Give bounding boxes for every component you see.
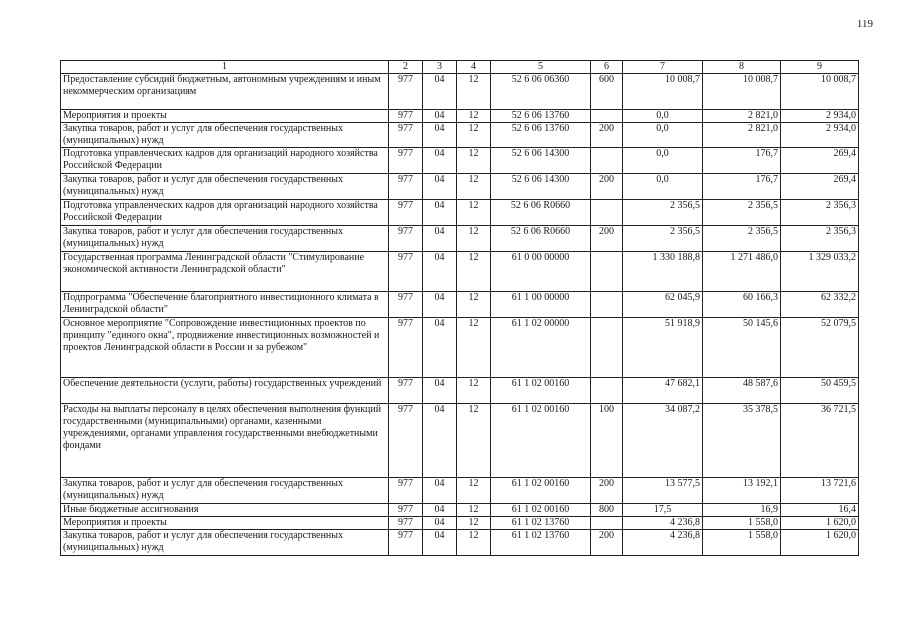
table-row xyxy=(61,404,859,478)
cell-amount-1: 17,5 xyxy=(623,504,703,517)
cell-amount-3: 269,4 xyxy=(781,174,859,200)
cell-amount-2: 1 558,0 xyxy=(703,530,781,556)
cell-amount-3: 1 620,0 xyxy=(781,517,859,530)
cell-amount-3: 2 934,0 xyxy=(781,123,859,148)
cell-ved: 977 xyxy=(389,318,423,378)
cell-section: 04 xyxy=(423,292,457,318)
cell-subsection: 12 xyxy=(457,252,491,292)
cell-section: 04 xyxy=(423,200,457,226)
row-name: Закупка товаров, работ и услуг для обеспечения государственных (муниципальных) нужд xyxy=(61,478,389,504)
row-name: Мероприятия и проекты xyxy=(61,517,389,530)
cell-ved: 977 xyxy=(389,226,423,252)
table-row xyxy=(61,110,859,123)
header-cell: 2 xyxy=(389,61,423,74)
cell-section: 04 xyxy=(423,504,457,517)
cell-type xyxy=(591,292,623,318)
cell-section: 04 xyxy=(423,174,457,200)
cell-subsection: 12 xyxy=(457,378,491,404)
cell-subsection: 12 xyxy=(457,74,491,110)
cell-type: 200 xyxy=(591,530,623,556)
cell-subsection: 12 xyxy=(457,517,491,530)
cell-type: 200 xyxy=(591,226,623,252)
cell-amount-2: 60 166,3 xyxy=(703,292,781,318)
cell-target: 52 6 06 13760 xyxy=(491,123,591,148)
cell-amount-1: 62 045,9 xyxy=(623,292,703,318)
cell-amount-2: 13 192,1 xyxy=(703,478,781,504)
row-name: Закупка товаров, работ и услуг для обеспечения государственных (муниципальных) нужд xyxy=(61,530,389,556)
cell-amount-3: 62 332,2 xyxy=(781,292,859,318)
cell-target: 61 1 02 00000 xyxy=(491,318,591,378)
cell-subsection: 12 xyxy=(457,200,491,226)
cell-amount-1: 51 918,9 xyxy=(623,318,703,378)
row-name: Государственная программа Ленинградской области "Стимулирование экономической активности Ленинградской области" xyxy=(61,252,389,292)
cell-amount-1: 47 682,1 xyxy=(623,378,703,404)
cell-target: 61 1 00 00000 xyxy=(491,292,591,318)
table-row xyxy=(61,200,859,226)
cell-section: 04 xyxy=(423,517,457,530)
cell-type: 800 xyxy=(591,504,623,517)
cell-amount-3: 2 356,3 xyxy=(781,226,859,252)
cell-section: 04 xyxy=(423,123,457,148)
cell-amount-1: 2 356,5 xyxy=(623,226,703,252)
cell-target: 61 1 02 13760 xyxy=(491,517,591,530)
cell-section: 04 xyxy=(423,226,457,252)
cell-type xyxy=(591,148,623,174)
table-row xyxy=(61,74,859,110)
cell-subsection: 12 xyxy=(457,174,491,200)
cell-amount-1: 4 236,8 xyxy=(623,530,703,556)
cell-amount-1: 10 008,7 xyxy=(623,74,703,110)
cell-type: 600 xyxy=(591,74,623,110)
cell-amount-3: 1 620,0 xyxy=(781,530,859,556)
cell-type xyxy=(591,110,623,123)
cell-target: 52 6 06 14300 xyxy=(491,174,591,200)
table-header-row xyxy=(61,61,859,74)
cell-section: 04 xyxy=(423,478,457,504)
cell-amount-3: 2 934,0 xyxy=(781,110,859,123)
table-row xyxy=(61,378,859,404)
cell-target: 52 6 06 14300 xyxy=(491,148,591,174)
cell-type xyxy=(591,318,623,378)
cell-type: 100 xyxy=(591,404,623,478)
cell-type: 200 xyxy=(591,174,623,200)
cell-subsection: 12 xyxy=(457,226,491,252)
cell-section: 04 xyxy=(423,110,457,123)
cell-target: 61 1 02 00160 xyxy=(491,378,591,404)
row-name: Основное мероприятие "Сопровождение инвестиционных проектов по принципу "единого окна", продвижение инвестиционных возможностей и проектов Ленинградской области в России и за рубежом" xyxy=(61,318,389,378)
table-row xyxy=(61,226,859,252)
row-name: Закупка товаров, работ и услуг для обеспечения государственных (муниципальных) нужд xyxy=(61,123,389,148)
table-row xyxy=(61,252,859,292)
cell-section: 04 xyxy=(423,404,457,478)
row-name: Обеспечение деятельности (услуги, работы) государственных учреждений xyxy=(61,378,389,404)
cell-amount-1: 4 236,8 xyxy=(623,517,703,530)
cell-subsection: 12 xyxy=(457,478,491,504)
cell-amount-3: 1 329 033,2 xyxy=(781,252,859,292)
cell-type xyxy=(591,517,623,530)
header-cell: 1 xyxy=(61,61,389,74)
table-row xyxy=(61,318,859,378)
cell-amount-3: 2 356,3 xyxy=(781,200,859,226)
cell-target: 52 6 06 R0660 xyxy=(491,226,591,252)
cell-amount-3: 13 721,6 xyxy=(781,478,859,504)
cell-amount-1: 34 087,2 xyxy=(623,404,703,478)
row-name: Мероприятия и проекты xyxy=(61,110,389,123)
row-name: Расходы на выплаты персоналу в целях обеспечения выполнения функций государственными (муниципальными) органами, казенными учреждениями, органами управления государственными внебюджетными фондами xyxy=(61,404,389,478)
cell-subsection: 12 xyxy=(457,110,491,123)
cell-subsection: 12 xyxy=(457,292,491,318)
row-name: Подпрограмма "Обеспечение благоприятного инвестиционного климата в Ленинградской области" xyxy=(61,292,389,318)
cell-amount-2: 10 008,7 xyxy=(703,74,781,110)
cell-amount-1: 13 577,5 xyxy=(623,478,703,504)
cell-amount-1: 0,0 xyxy=(623,110,703,123)
cell-amount-1: 1 330 188,8 xyxy=(623,252,703,292)
cell-ved: 977 xyxy=(389,517,423,530)
cell-subsection: 12 xyxy=(457,318,491,378)
header-cell: 4 xyxy=(457,61,491,74)
cell-amount-2: 2 356,5 xyxy=(703,226,781,252)
cell-section: 04 xyxy=(423,148,457,174)
cell-amount-2: 176,7 xyxy=(703,174,781,200)
table-row xyxy=(61,174,859,200)
cell-amount-2: 48 587,6 xyxy=(703,378,781,404)
cell-target: 61 1 02 00160 xyxy=(491,404,591,478)
cell-type xyxy=(591,200,623,226)
row-name: Подготовка управленческих кадров для организаций народного хозяйства Российской Федерации xyxy=(61,200,389,226)
table-row xyxy=(61,478,859,504)
cell-amount-2: 2 356,5 xyxy=(703,200,781,226)
cell-ved: 977 xyxy=(389,74,423,110)
cell-amount-2: 2 821,0 xyxy=(703,110,781,123)
cell-target: 61 1 02 00160 xyxy=(491,478,591,504)
row-name: Закупка товаров, работ и услуг для обеспечения государственных (муниципальных) нужд xyxy=(61,226,389,252)
cell-target: 52 6 06 13760 xyxy=(491,110,591,123)
cell-amount-1: 0,0 xyxy=(623,174,703,200)
cell-subsection: 12 xyxy=(457,148,491,174)
cell-target: 52 6 06 06360 xyxy=(491,74,591,110)
cell-amount-1: 0,0 xyxy=(623,123,703,148)
cell-target: 52 6 06 R0660 xyxy=(491,200,591,226)
cell-subsection: 12 xyxy=(457,504,491,517)
table-row xyxy=(61,517,859,530)
table-row xyxy=(61,148,859,174)
cell-amount-2: 16,9 xyxy=(703,504,781,517)
header-cell: 6 xyxy=(591,61,623,74)
cell-amount-2: 50 145,6 xyxy=(703,318,781,378)
cell-section: 04 xyxy=(423,318,457,378)
cell-type: 200 xyxy=(591,123,623,148)
budget-table xyxy=(60,60,859,556)
cell-ved: 977 xyxy=(389,252,423,292)
table-row xyxy=(61,292,859,318)
row-name: Подготовка управленческих кадров для организаций народного хозяйства Российской Федерации xyxy=(61,148,389,174)
header-cell: 5 xyxy=(491,61,591,74)
row-name: Иные бюджетные ассигнования xyxy=(61,504,389,517)
header-cell: 7 xyxy=(623,61,703,74)
cell-amount-2: 1 558,0 xyxy=(703,517,781,530)
row-name: Предоставление субсидий бюджетным, автономным учреждениям и иным некоммерческим организациям xyxy=(61,74,389,110)
cell-ved: 977 xyxy=(389,110,423,123)
cell-amount-3: 36 721,5 xyxy=(781,404,859,478)
cell-section: 04 xyxy=(423,74,457,110)
cell-subsection: 12 xyxy=(457,123,491,148)
cell-subsection: 12 xyxy=(457,404,491,478)
cell-ved: 977 xyxy=(389,123,423,148)
table-row xyxy=(61,504,859,517)
cell-amount-3: 10 008,7 xyxy=(781,74,859,110)
cell-section: 04 xyxy=(423,530,457,556)
page-number: 119 xyxy=(856,18,873,30)
table-row xyxy=(61,123,859,148)
cell-section: 04 xyxy=(423,252,457,292)
cell-ved: 977 xyxy=(389,174,423,200)
cell-target: 61 1 02 00160 xyxy=(491,504,591,517)
row-name: Закупка товаров, работ и услуг для обеспечения государственных (муниципальных) нужд xyxy=(61,174,389,200)
cell-ved: 977 xyxy=(389,148,423,174)
cell-subsection: 12 xyxy=(457,530,491,556)
cell-amount-1: 2 356,5 xyxy=(623,200,703,226)
cell-ved: 977 xyxy=(389,292,423,318)
cell-type xyxy=(591,378,623,404)
cell-amount-3: 16,4 xyxy=(781,504,859,517)
header-cell: 9 xyxy=(781,61,859,74)
header-cell: 3 xyxy=(423,61,457,74)
cell-section: 04 xyxy=(423,378,457,404)
cell-amount-3: 269,4 xyxy=(781,148,859,174)
cell-ved: 977 xyxy=(389,378,423,404)
cell-target: 61 1 02 13760 xyxy=(491,530,591,556)
cell-type: 200 xyxy=(591,478,623,504)
cell-ved: 977 xyxy=(389,478,423,504)
cell-amount-3: 52 079,5 xyxy=(781,318,859,378)
cell-type xyxy=(591,252,623,292)
cell-amount-2: 35 378,5 xyxy=(703,404,781,478)
cell-ved: 977 xyxy=(389,200,423,226)
cell-amount-2: 2 821,0 xyxy=(703,123,781,148)
table-row xyxy=(61,530,859,556)
cell-ved: 977 xyxy=(389,404,423,478)
header-cell: 8 xyxy=(703,61,781,74)
cell-amount-3: 50 459,5 xyxy=(781,378,859,404)
cell-ved: 977 xyxy=(389,530,423,556)
cell-amount-1: 0,0 xyxy=(623,148,703,174)
cell-ved: 977 xyxy=(389,504,423,517)
cell-amount-2: 176,7 xyxy=(703,148,781,174)
cell-target: 61 0 00 00000 xyxy=(491,252,591,292)
cell-amount-2: 1 271 486,0 xyxy=(703,252,781,292)
